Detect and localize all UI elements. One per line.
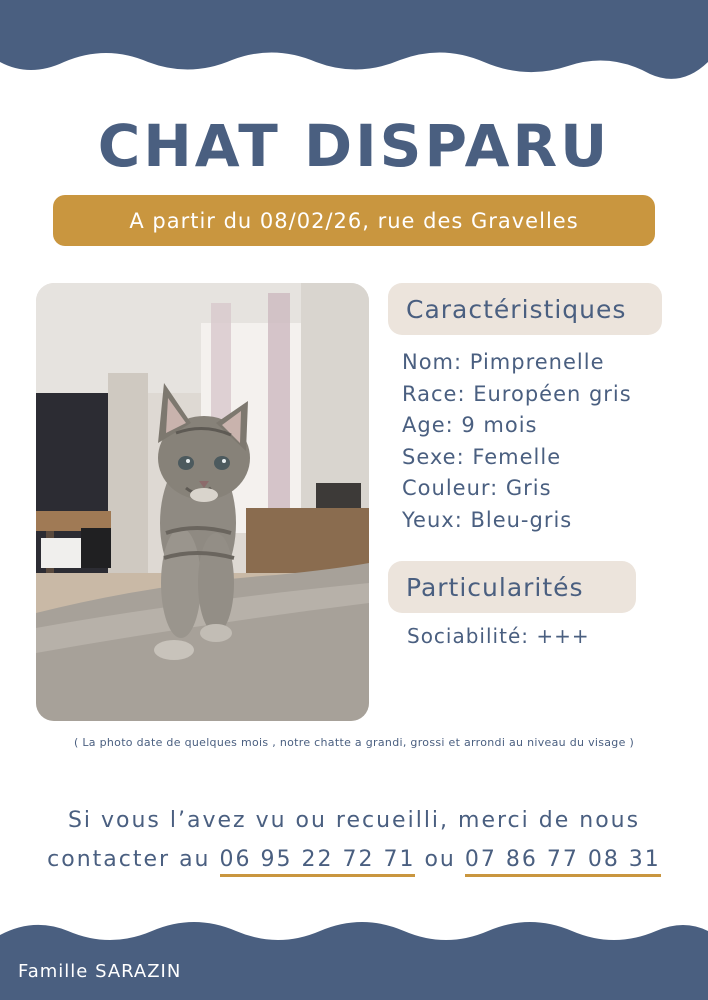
contact-line-1: Si vous l’avez vu ou recueilli, merci de nous bbox=[67, 808, 641, 833]
top-wave-banner bbox=[0, 0, 708, 90]
trait-age: Age: 9 mois bbox=[402, 413, 538, 437]
page-title: CHAT DISPARU bbox=[97, 112, 611, 180]
particularity-sociability: Sociabilité: +++ bbox=[407, 624, 590, 648]
photo-note: ( La photo date de quelques mois , notre chatte a grandi, grossi et arrondi au niveau du visage ) bbox=[73, 736, 635, 749]
contact-prefix: contacter au bbox=[47, 847, 211, 872]
phone-number-2[interactable]: 07 86 77 08 31 bbox=[465, 847, 661, 877]
trait-breed: Race: Européen gris bbox=[402, 381, 632, 406]
trait-sex: Sexe: Femelle bbox=[402, 444, 562, 469]
trait-eyes: Yeux: Bleu-gris bbox=[402, 507, 573, 532]
contact-line-2 bbox=[0, 847, 708, 872]
phone-number-1[interactable]: 06 95 22 72 71 bbox=[220, 847, 416, 877]
characteristics-heading: Caractéristiques bbox=[388, 283, 662, 335]
family-signature: Famille SARAZIN bbox=[18, 961, 182, 982]
trait-color: Couleur: Gris bbox=[402, 476, 552, 500]
trait-name: Nom: Pimprenelle bbox=[402, 350, 605, 374]
characteristics-list bbox=[402, 347, 632, 536]
bottom-wave-banner bbox=[0, 905, 708, 1000]
contact-separator: ou bbox=[424, 847, 456, 872]
date-location-banner: A partir du 08/02/26, rue des Gravelles bbox=[53, 195, 655, 246]
particularities-heading: Particularités bbox=[388, 561, 636, 613]
cat-photo bbox=[36, 283, 369, 721]
